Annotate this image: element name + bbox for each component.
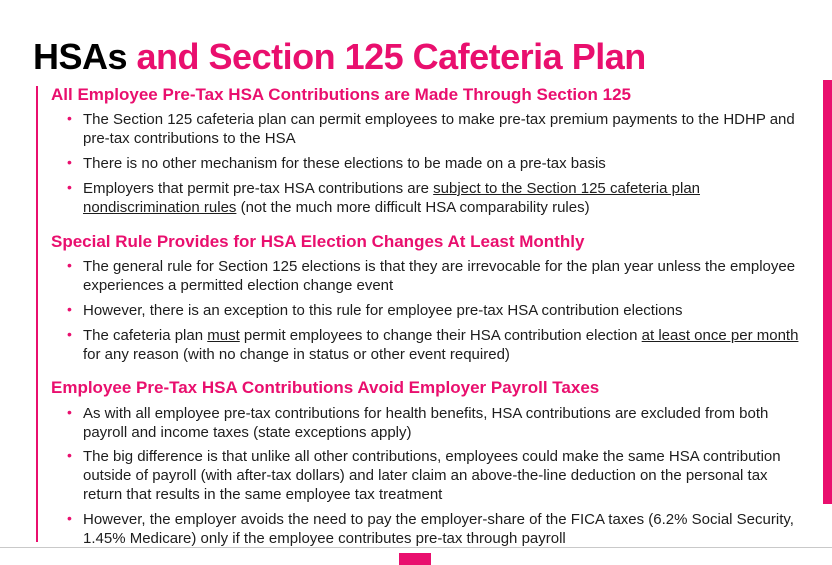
right-accent-bar (823, 80, 832, 504)
left-accent-line (36, 86, 38, 542)
bullet-underlined-text: must (207, 326, 240, 344)
slide-title-pink: and Section 125 Cafeteria Plan (127, 36, 646, 78)
bullet-text: However, the employer avoids the need to pay the employer-share of the FICA taxes (6.2% Social Security, 1.45% Medicare) only if the employee contributes pre-tax through payroll (83, 511, 794, 547)
bullet-item (67, 180, 803, 218)
bullet-item (67, 258, 803, 296)
slide-section (51, 231, 803, 365)
bullet-item (67, 448, 803, 505)
bullet-text: Employers that permit pre-tax HSA contributions are (83, 179, 434, 197)
slide-title (33, 36, 646, 78)
bullet-item (67, 405, 803, 443)
bullet-text: There is no other mechanism for these elections to be made on a pre-tax basis (83, 155, 606, 173)
bullet-item (67, 511, 803, 549)
bullet-text: The general rule for Section 125 elections is that they are irrevocable for the plan year unless the employee experiences a permitted election change event (83, 257, 796, 294)
bullet-text: The cafeteria plan (83, 326, 208, 344)
slide-title-black: HSAs (33, 36, 128, 78)
bullet-item (67, 111, 803, 149)
bullet-item (67, 155, 803, 174)
bullet-list (51, 258, 803, 364)
bullet-text: As with all employee pre-tax contributions for health benefits, HSA contributions are excluded from both payroll and income taxes (state exceptions apply) (83, 404, 769, 441)
slide-section (51, 84, 803, 218)
bullet-text: for any reason (with no change in status or other event required) (83, 345, 510, 363)
footer-divider-line (0, 547, 832, 548)
bullet-underlined-text: at least once per month (641, 326, 799, 344)
bullet-list (51, 111, 803, 217)
bullet-item (67, 302, 803, 321)
bullet-text: The big difference is that unlike all other contributions, employees could make the same HSA contribution outside of payroll (with after-tax dollars) and later claim an above-the-line deduction on the personal tax return that results in the same employee tax treatment (83, 448, 781, 504)
bullet-list (51, 405, 803, 549)
bullet-text: permit employees to change their HSA contribution election (239, 326, 642, 344)
bullet-text: However, there is an exception to this rule for employee pre-tax HSA contribution elections (83, 301, 683, 319)
slide-content (51, 84, 803, 562)
footer-accent-square (399, 553, 431, 565)
bullet-underlined-text: subject to the Section 125 cafeteria plan nondiscrimination rules (83, 179, 700, 216)
section-heading: Employee Pre-Tax HSA Contributions Avoid Employer Payroll Taxes (51, 378, 600, 398)
bullet-item (67, 327, 803, 365)
section-heading: Special Rule Provides for HSA Election Changes At Least Monthly (51, 231, 585, 251)
slide-section (51, 377, 803, 548)
bullet-text: (not the much more difficult HSA comparability rules) (236, 198, 590, 216)
section-heading: All Employee Pre-Tax HSA Contributions are Made Through Section 125 (51, 85, 631, 104)
bullet-text: The Section 125 cafeteria plan can permit employees to make pre-tax premium payments to the HDHP and pre-tax contributions to the HSA (83, 111, 795, 148)
